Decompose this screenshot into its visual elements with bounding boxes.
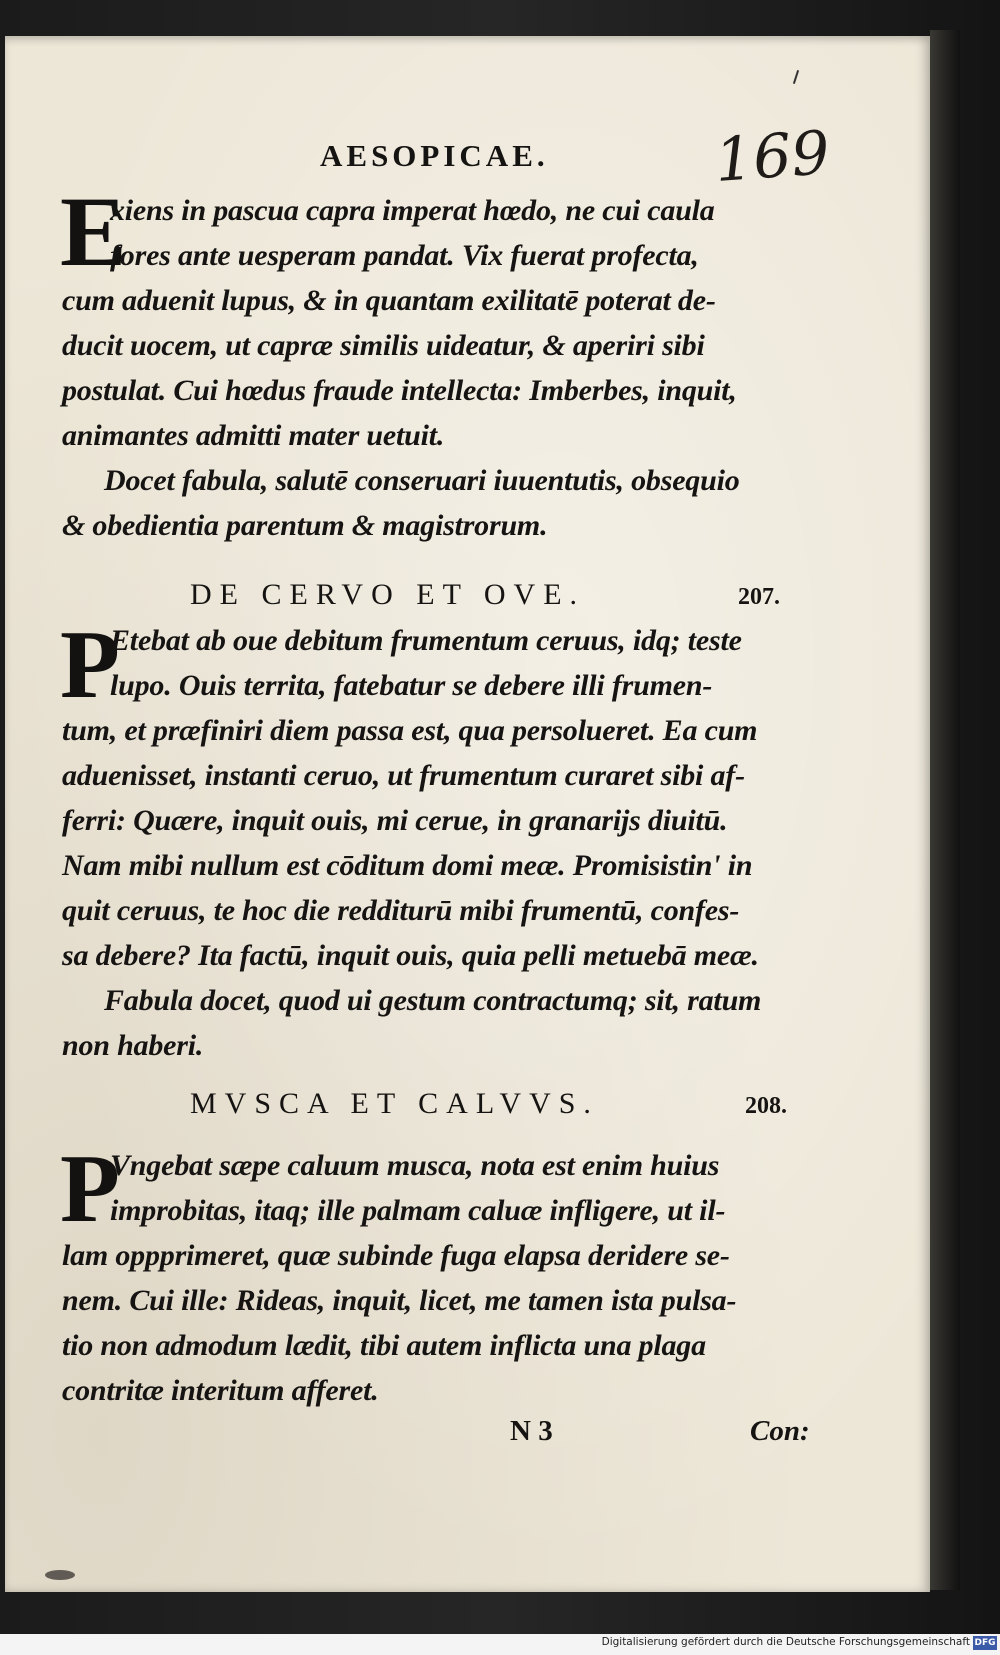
text-line: lam oppprimeret, quæ subinde fuga elapsa deridere se- (62, 1239, 730, 1272)
text-line: nem. Cui ille: Rideas, inquit, licet, me tamen ista pulsa- (62, 1284, 737, 1317)
fable-title: MVSCA ET CALVVS. (190, 1087, 599, 1120)
ink-stain (45, 1570, 75, 1580)
moral-line: Fabula docet, quod ui gestum contractumq; sit, ratum (104, 984, 762, 1017)
fable2-text (60, 611, 822, 1068)
drop-cap-e: E (60, 176, 127, 287)
text-line: lupo. Ouis territa, fatebatur se debere illi frumen- (110, 669, 713, 702)
text-line: ferri: Quære, inquit ouis, mi cerue, in granarijs diuitū. (62, 804, 728, 837)
text-line: tio non admodum lædit, tibi autem inflicta una plaga (62, 1329, 706, 1362)
text-line: quit ceruus, te hoc die redditurū mibi frumentū, confes- (62, 894, 740, 927)
fable-title: DE CERVO ET OVE. (190, 578, 586, 611)
text-line: ducit uocem, ut capræ similis uideatur, & aperiri sibi (62, 329, 705, 362)
fable1-text (62, 188, 822, 548)
text-line: Nam mibi nullum est cōditum domi meæ. Promisistin' in (62, 849, 753, 882)
text-line: improbitas, itaq; ille palmam caluæ infligere, ut il- (110, 1194, 726, 1227)
text-line: sa debere? Ita factū, inquit ouis, quia pelli metuebā meæ. (62, 939, 759, 972)
signature-mark: N 3 (510, 1415, 553, 1447)
fable3-text (62, 1143, 822, 1413)
running-head: AESOPICAE. (320, 138, 549, 173)
fable-number: 208. (745, 1093, 787, 1119)
funding-credit: Digitalisierung gefördert durch die Deutsche Forschungsgemeinschaft (601, 1636, 970, 1648)
moral-line: & obedientia parentum & magistrorum. (62, 509, 548, 542)
text-line: fores ante uesperam pandat. Vix fuerat profecta, (110, 239, 699, 272)
drop-cap-p: P (60, 1135, 120, 1243)
moral-line: non haberi. (62, 1029, 204, 1062)
drop-cap-p: P (60, 611, 120, 719)
text-line: animantes admitti mater uetuit. (62, 419, 445, 452)
fable-number: 207. (738, 584, 780, 610)
moral-line: Docet fabula, salutē conseruari iuuentutis, obsequio (104, 464, 740, 497)
dfg-logo-icon: DFG (974, 1638, 996, 1648)
book-edge (930, 30, 960, 1590)
text-line: contritæ interitum afferet. (62, 1374, 379, 1407)
text-line: tum, et præfiniri diem passa est, qua persolueret. Ea cum (62, 714, 758, 747)
text-line: Vngebat sæpe caluum musca, nota est enim huius (110, 1149, 720, 1182)
page-number: 169 (712, 118, 832, 196)
text-line: xiens in pascua capra imperat hœdo, ne cui caula (110, 194, 715, 227)
text-line: postulat. Cui hœdus fraude intellecta: Imberbes, inquit, (62, 374, 737, 407)
text-line: Etebat ab oue debitum frumentum ceruus, idq; teste (110, 624, 742, 657)
catchword: Con: (750, 1415, 810, 1447)
text-line: aduenisset, instanti ceruo, ut frumentum curaret sibi af- (62, 759, 745, 792)
text-line: cum aduenit lupus, & in quantam exilitatē poterat de- (62, 284, 716, 317)
